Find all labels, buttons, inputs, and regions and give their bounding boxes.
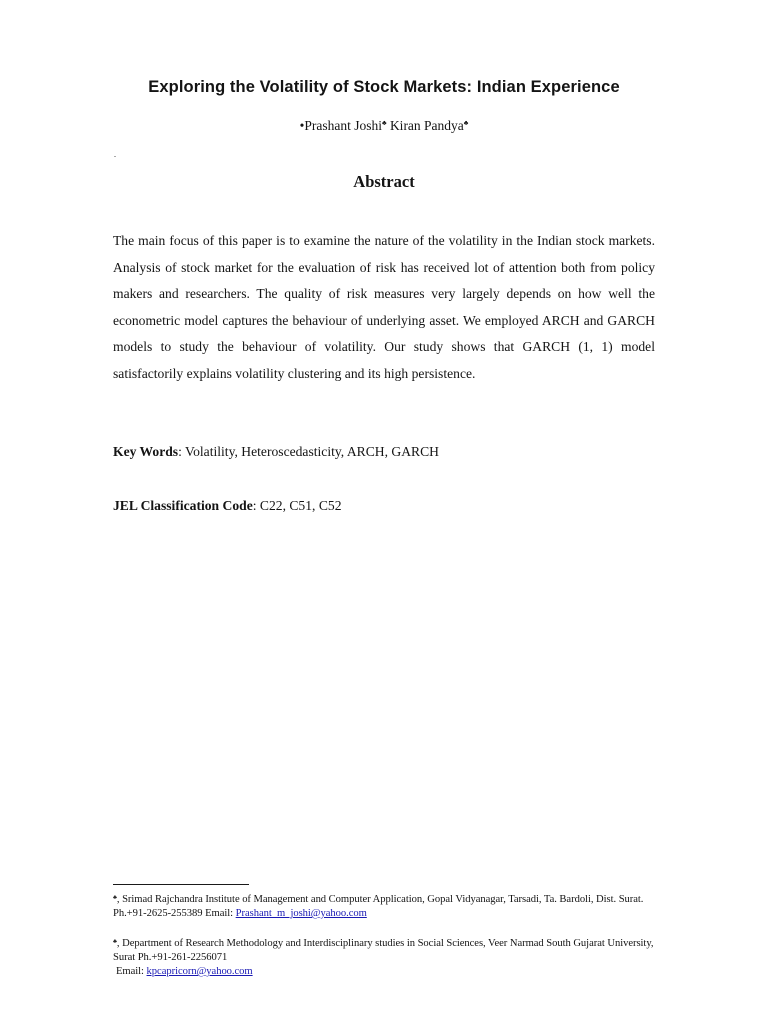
author1-name: Prashant Joshi xyxy=(304,118,382,133)
footnote-1-mark: ♣ xyxy=(113,895,117,901)
footnote-2-email-link[interactable]: kpcapricorn@yahoo.com xyxy=(146,966,253,977)
author1-bullet: • xyxy=(299,118,305,133)
jel-line xyxy=(113,498,655,514)
stray-mark: . xyxy=(114,150,116,159)
footnote-1-text: , Srimad Rajchandra Institute of Management and Computer Application, Gopal Vidyanagar, Tarsadi, Ta. Bardoli, Dist. Surat. Ph.+91-2625-255389 Email: xyxy=(113,894,644,919)
abstract-body: The main focus of this paper is to examine the nature of the volatility in the Indian stock markets. Analysis of stock market for the evaluation of risk has received lot of attention both from policy makers and researchers. The quality of risk measures very largely depends on how well the econometric model captures the behaviour of underlying asset. We employed ARCH and GARCH models to study the behaviour of volatility. Our study shows that GARCH (1, 1) model satisfactorily explains volatility clustering and its high persistence. xyxy=(113,233,655,381)
footnote-1-email-link[interactable]: Prashant_m_joshi@yahoo.com xyxy=(235,908,367,919)
author2-footnote-mark: ♣ xyxy=(463,119,469,127)
jel-value: : C22, C51, C52 xyxy=(252,498,342,513)
paper-title: Exploring the Volatility of Stock Markets: Indian Experience xyxy=(148,78,620,96)
footnote-2-email-label: Email: xyxy=(116,966,147,977)
author1-footnote-mark: ♣ xyxy=(381,119,387,127)
abstract-heading: Abstract xyxy=(353,172,415,191)
author-line xyxy=(0,118,768,134)
jel-label: JEL Classification Code xyxy=(113,498,253,513)
footnote-2-mark: ♣ xyxy=(113,939,117,945)
footnote-2-text: , Department of Research Methodology and Interdisciplinary studies in Social Sciences, Veer Narmad South Gujarat University, Surat Ph.+91-261-2256071 xyxy=(113,938,654,963)
footnote-separator xyxy=(113,884,249,885)
keywords-label: Key Words xyxy=(113,444,179,459)
author2-name: Kiran Pandya xyxy=(389,118,464,133)
footnote-1 xyxy=(113,891,658,921)
keywords-value: : Volatility, Heteroscedasticity, ARCH, GARCH xyxy=(178,444,440,459)
footnote-2 xyxy=(113,935,658,979)
keywords-line xyxy=(113,444,655,460)
